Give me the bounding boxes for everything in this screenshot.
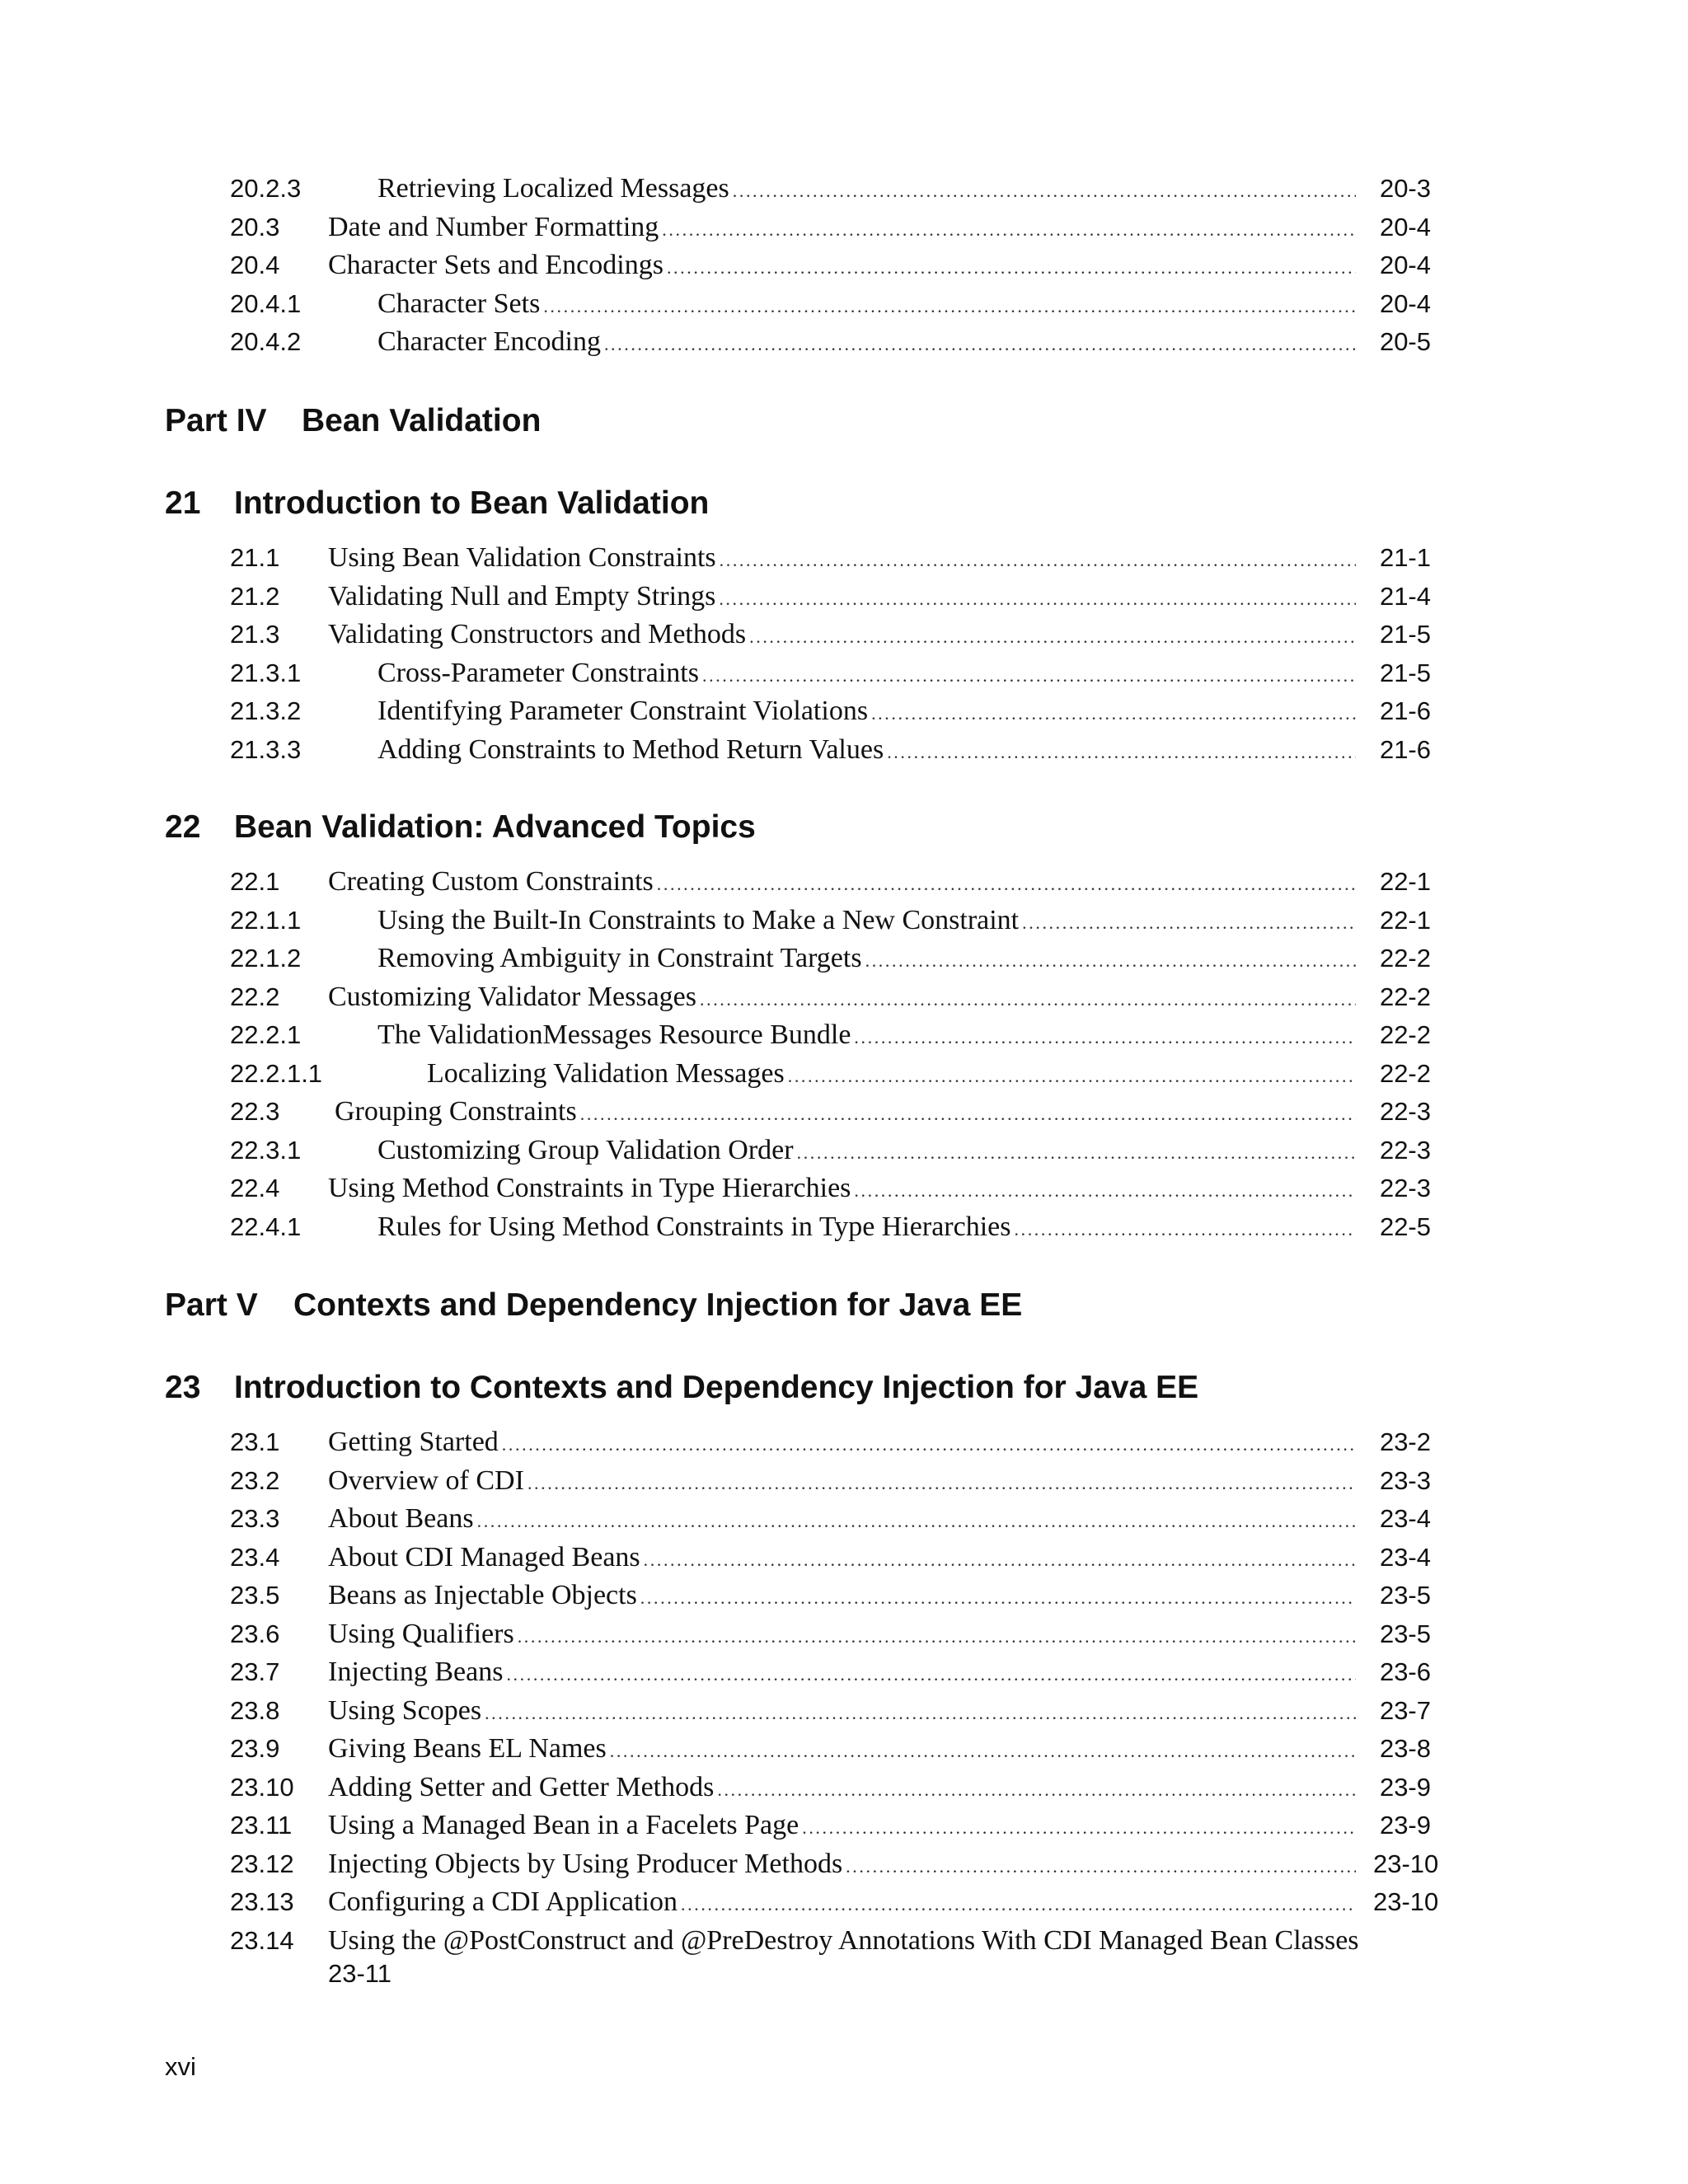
entry-number: 22.2: [230, 982, 280, 1011]
entry-title: Identifying Parameter Constraint Violations: [377, 696, 869, 726]
toc-entry[interactable]: [0, 1093, 1688, 1132]
chapter-title: Introduction to Bean Validation: [234, 485, 710, 521]
entry-title: About CDI Managed Beans: [328, 1541, 640, 1572]
entry-number: 23.4: [230, 1542, 280, 1572]
entry-title-leader: [377, 1208, 1356, 1246]
entry-page: 20-4: [1379, 251, 1431, 279]
entry-number: 22.2.1: [230, 1020, 302, 1049]
entry-page: 23-6: [1379, 1657, 1431, 1686]
entry-page: 22-1: [1379, 905, 1431, 935]
dot-leader: [799, 1809, 1356, 1844]
entry-title-leader: [328, 1807, 1356, 1844]
dot-leader: [607, 1732, 1356, 1768]
dot-leader: [699, 657, 1356, 692]
entry-page: 21-5: [1379, 620, 1431, 649]
entry-number: 21.2: [230, 581, 280, 611]
entry-title: Using a Managed Bean in a Facelets Page: [328, 1810, 799, 1840]
entry-page: 20-5: [1379, 327, 1431, 356]
entry-title-leader: [377, 1132, 1356, 1169]
entry-title: Injecting Objects by Using Producer Methods: [328, 1848, 843, 1879]
part-label: Part IV: [165, 403, 267, 438]
entry-number: 20.3: [230, 212, 280, 241]
toc-entry[interactable]: [0, 616, 1688, 654]
entry-title-leader: [328, 616, 1356, 654]
entry-title-leader: [377, 654, 1356, 692]
toc-section-ch23: [0, 1423, 1688, 1922]
toc-entry[interactable]: [0, 1807, 1688, 1845]
entry-title: Cross-Parameter Constraints: [377, 657, 699, 688]
part-title: Contexts and Dependency Injection for Java EE: [293, 1287, 1023, 1323]
chapter-heading-22: [165, 807, 756, 848]
chapter-heading-21: [165, 483, 709, 524]
entry-title-leader: [335, 1093, 1356, 1131]
entry-number: 23.12: [230, 1849, 294, 1878]
entry-page: 23-10: [1373, 1887, 1439, 1916]
dot-leader: [540, 288, 1356, 323]
entry-number: 23.6: [230, 1619, 280, 1648]
entry-title: Adding Constraints to Method Return Values: [377, 733, 884, 765]
dot-leader: [884, 733, 1356, 769]
entry-page: 20-3: [1379, 174, 1431, 203]
entry-title-leader: [328, 578, 1356, 616]
entry-number: 23.3: [230, 1504, 280, 1533]
entry-title: Giving Beans EL Names: [328, 1733, 607, 1764]
toc-entry[interactable]: [0, 940, 1688, 978]
entry-page: 22-2: [1379, 982, 1431, 1011]
entry-title-leader: [328, 1769, 1356, 1807]
entry-title: Character Sets and Encodings: [328, 250, 663, 280]
entry-title-leader: [328, 1539, 1356, 1577]
entry-title-leader: [377, 323, 1356, 361]
entry-title: Getting Started: [328, 1427, 499, 1457]
entry-page: 21-1: [1379, 543, 1431, 572]
dot-leader: [746, 618, 1356, 654]
toc-entry[interactable]: [0, 285, 1688, 324]
entry-page: 22-3: [1379, 1097, 1431, 1126]
toc-entry[interactable]: [0, 1016, 1688, 1055]
entry-page: 21-6: [1379, 696, 1431, 725]
dot-leader: [842, 1848, 1356, 1883]
dot-leader: [663, 249, 1356, 284]
entry-title: Grouping Constraints: [335, 1096, 577, 1127]
entry-page: 23-4: [1379, 1504, 1431, 1533]
entry-title-leader: [328, 1730, 1356, 1768]
entry-number: 22.4.1: [230, 1212, 302, 1241]
entry-title-leader: [377, 1016, 1356, 1054]
entry-title-leader: [328, 209, 1356, 246]
toc-entry[interactable]: [0, 323, 1688, 362]
entry-number: 20.2.3: [230, 174, 302, 203]
chapter-number: 21: [165, 485, 201, 521]
entry-page: 23-9: [1379, 1811, 1431, 1840]
entry-page: 23-5: [1379, 1619, 1431, 1648]
dot-leader: [474, 1502, 1356, 1538]
dot-leader: [524, 1465, 1356, 1500]
entry-title-leader: [328, 246, 1356, 284]
entry-title-leader: [328, 539, 1356, 577]
entry-page: 23-7: [1379, 1695, 1431, 1725]
entry-page: 20-4: [1379, 212, 1431, 241]
entry-title-leader: [328, 1845, 1356, 1883]
dot-leader: [851, 1172, 1356, 1207]
entry-page: 20-4: [1379, 288, 1431, 318]
entry-title-leader: [377, 170, 1356, 208]
entry-page: 22-3: [1379, 1135, 1431, 1165]
entry-number: 23.9: [230, 1734, 280, 1763]
entry-page: 21-5: [1379, 658, 1431, 687]
entry-number: 22.1: [230, 867, 280, 896]
toc-entry[interactable]: [0, 1615, 1688, 1654]
entry-page: 21-4: [1379, 581, 1431, 611]
entry-title-leader: [328, 1692, 1356, 1730]
entry-title-leader: [328, 1169, 1356, 1207]
entry-title-leader: [328, 1653, 1356, 1691]
dot-leader: [1011, 1211, 1357, 1246]
part-label: Part V: [165, 1287, 258, 1323]
entry-title-leader: [377, 285, 1356, 323]
entry-title: Character Sets: [377, 288, 541, 319]
toc-entry[interactable]: [0, 902, 1688, 940]
entry-page: 23-4: [1379, 1542, 1431, 1572]
toc-entry[interactable]: [0, 1169, 1688, 1208]
entry-number: 20.4: [230, 251, 280, 279]
entry-title-leader: [328, 1423, 1356, 1461]
entry-number: 21.3.2: [230, 696, 302, 725]
entry-title: Customizing Validator Messages: [328, 981, 696, 1012]
entry-page: 22-1: [1379, 867, 1431, 896]
entry-title-leader: [328, 1577, 1356, 1615]
entry-title: Configuring a CDI Application: [328, 1886, 678, 1917]
dot-leader: [716, 541, 1356, 577]
entry-title-leader: [377, 940, 1356, 977]
entry-title: Using Scopes: [328, 1694, 482, 1726]
toc-entry[interactable]: [0, 539, 1688, 578]
toc-entry[interactable]: [0, 1653, 1688, 1692]
entry-page: 22-3: [1379, 1174, 1431, 1202]
chapter-number: 22: [165, 809, 201, 845]
entry-title: Retrieving Localized Messages: [377, 173, 729, 204]
entry-number: 23.5: [230, 1581, 280, 1610]
dot-leader: [794, 1134, 1356, 1169]
entry-title: Beans as Injectable Objects: [328, 1580, 637, 1610]
entry-page: 23-3: [1379, 1465, 1431, 1495]
entry-number: 23.2: [230, 1465, 280, 1495]
entry-number: 23.1: [230, 1427, 280, 1456]
dot-leader: [851, 1019, 1356, 1054]
entry-title: Overview of CDI: [328, 1465, 524, 1496]
chapter-heading-23: [165, 1367, 1198, 1408]
entry-page: 23-5: [1379, 1581, 1431, 1610]
toc-entry[interactable]: [0, 863, 1688, 902]
toc-entry[interactable]: [0, 1055, 1688, 1094]
entry-title-leader: [377, 902, 1356, 940]
entry-title: Using Method Constraints in Type Hierarchies: [328, 1173, 851, 1203]
toc-section-ch21: [0, 539, 1688, 769]
dot-leader: [862, 942, 1356, 977]
entry-title-leader: [328, 1462, 1356, 1500]
entry-title-leader: [328, 978, 1356, 1016]
toc-entry[interactable]: [0, 1845, 1688, 1884]
toc-entry[interactable]: [0, 1769, 1688, 1807]
entry-number: 22.3: [230, 1097, 280, 1126]
dot-leader: [785, 1057, 1356, 1093]
dot-leader: [577, 1095, 1356, 1131]
toc-entry[interactable]: [0, 1730, 1688, 1769]
entry-title-leader: [328, 863, 1356, 901]
dot-leader: [729, 172, 1356, 208]
toc-entry[interactable]: [0, 1883, 1688, 1922]
chapter-title: Introduction to Contexts and Dependency Injection for Java EE: [234, 1370, 1199, 1405]
dot-leader: [640, 1541, 1356, 1577]
entry-title-leader: [328, 1883, 1356, 1921]
entry-title: Localizing Validation Messages: [427, 1057, 785, 1089]
entry-title: Removing Ambiguity in Constraint Targets: [377, 943, 862, 973]
entry-page: 22-2: [1379, 1058, 1431, 1088]
toc-entry[interactable]: [0, 1539, 1688, 1577]
entry-title: Date and Number Formatting: [328, 211, 659, 242]
entry-number: 21.3.1: [230, 658, 302, 687]
entry-number: 20.4.2: [230, 327, 302, 356]
dot-leader: [696, 981, 1356, 1016]
entry-page: 23-2: [1379, 1427, 1431, 1456]
entry-title: Customizing Group Validation Order: [377, 1134, 794, 1165]
toc-entry[interactable]: [0, 578, 1688, 616]
entry-number: 23.13: [230, 1887, 294, 1916]
part-title: Bean Validation: [302, 403, 542, 438]
entry-title: Validating Constructors and Methods: [328, 619, 747, 649]
dot-leader: [514, 1618, 1356, 1653]
entry-page: 22-5: [1379, 1212, 1431, 1241]
page-folio: xvi: [165, 2052, 196, 2081]
dot-leader: [1019, 904, 1356, 940]
toc-entry[interactable]: [0, 978, 1688, 1017]
entry-number: 21.3: [230, 620, 280, 649]
entry-title-leader: [328, 1615, 1356, 1653]
entry-page: 22-2: [1379, 1020, 1431, 1049]
entry-title: Using the @PostConstruct and @PreDestroy Annotations With CDI Managed Bean Classes: [328, 1925, 1359, 1956]
entry-number: 23.7: [230, 1657, 280, 1686]
toc-entry[interactable]: [0, 1692, 1688, 1731]
entry-number: 22.2.1.1: [230, 1058, 323, 1088]
part-heading-v: [165, 1285, 1022, 1326]
dot-leader: [499, 1426, 1356, 1461]
dot-leader: [715, 580, 1356, 616]
entry-title-leader: [377, 731, 1356, 769]
toc-entry[interactable]: [0, 1462, 1688, 1501]
entry-title: About Beans: [328, 1503, 474, 1534]
entry-number: 23.8: [230, 1695, 280, 1725]
entry-title: Rules for Using Method Constraints in Type Hierarchies: [377, 1211, 1011, 1242]
entry-title: Creating Custom Constraints: [328, 866, 654, 897]
entry-page: 21-6: [1379, 734, 1431, 764]
entry-title-leader: [427, 1055, 1356, 1093]
entry-number: 22.4: [230, 1174, 280, 1202]
toc-entry[interactable]: [0, 170, 1688, 209]
entry-number: 22.1.2: [230, 944, 302, 972]
chapter-title: Bean Validation: Advanced Topics: [234, 809, 756, 845]
toc-entry[interactable]: [0, 246, 1688, 285]
entry-page: 22-2: [1379, 944, 1431, 972]
entry-title: Adding Setter and Getter Methods: [328, 1771, 715, 1802]
entry-number: 22.3.1: [230, 1135, 302, 1165]
toc-entry[interactable]: [0, 654, 1688, 693]
dot-leader: [601, 326, 1356, 361]
entry-title: Using the Built-In Constraints to Make a New Constraint: [377, 904, 1020, 935]
entry-number: 20.4.1: [230, 288, 302, 318]
entry-number: 21.1: [230, 543, 280, 572]
entry-number: 21.3.3: [230, 734, 302, 764]
entry-number: 23.14: [230, 1926, 294, 1955]
toc-entry[interactable]: [0, 1132, 1688, 1170]
dot-leader: [678, 1886, 1356, 1921]
toc-entry[interactable]: [0, 1500, 1688, 1539]
dot-leader: [503, 1656, 1356, 1691]
entry-title: Character Encoding: [377, 326, 601, 357]
dot-leader: [868, 695, 1356, 730]
part-heading-iv: [165, 401, 541, 442]
dot-leader: [481, 1694, 1356, 1730]
entry-page: 23-8: [1379, 1734, 1431, 1763]
entry-number: 23.10: [230, 1772, 294, 1802]
entry-title: Validating Null and Empty Strings: [328, 580, 716, 612]
entry-title: The ValidationMessages Resource Bundle: [377, 1019, 851, 1050]
entry-title: Using Bean Validation Constraints: [328, 542, 716, 573]
toc-section-ch20-continued: [0, 170, 1688, 362]
chapter-number: 23: [165, 1370, 201, 1405]
entry-page: 23-10: [1373, 1849, 1439, 1878]
entry-title-leader: [328, 1500, 1356, 1538]
toc-entry[interactable]: [0, 692, 1688, 731]
entry-number: 22.1.1: [230, 905, 302, 935]
toc-section-ch22: [0, 863, 1688, 1246]
entry-title: Injecting Beans: [328, 1657, 504, 1687]
toc-entry[interactable]: [0, 1208, 1688, 1247]
toc-entry[interactable]: [0, 209, 1688, 247]
dot-leader: [714, 1771, 1356, 1807]
entry-number: 23.11: [230, 1811, 293, 1840]
entry-title-leader: [377, 692, 1356, 730]
dot-leader: [654, 865, 1356, 901]
entry-page: 23-11: [328, 1959, 392, 1988]
dot-leader: [637, 1579, 1356, 1615]
toc-entry[interactable]: [0, 1423, 1688, 1462]
toc-entry[interactable]: [0, 1577, 1688, 1615]
entry-page: 23-9: [1379, 1772, 1431, 1802]
toc-entry[interactable]: [0, 731, 1688, 770]
dot-leader: [659, 211, 1356, 246]
entry-title: Using Qualifiers: [328, 1618, 514, 1649]
